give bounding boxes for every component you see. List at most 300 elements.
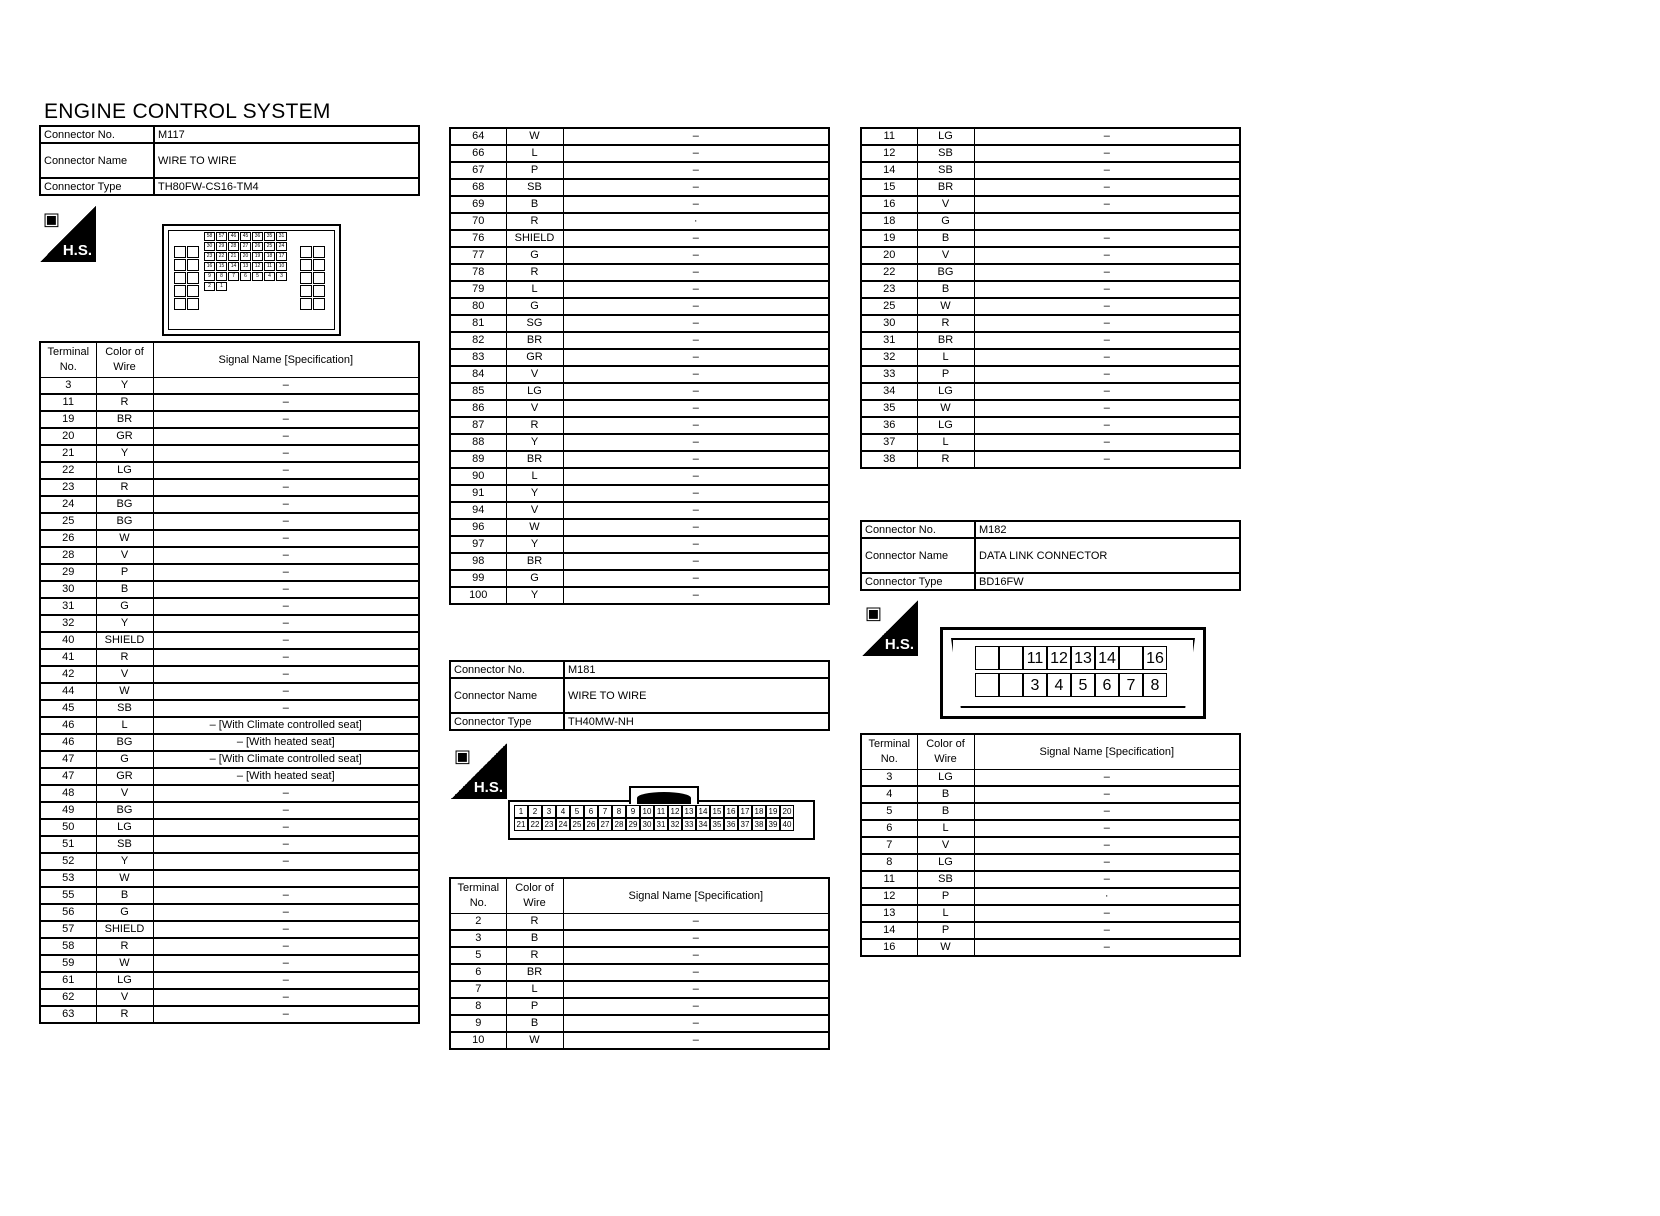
pin: 5 [252, 272, 263, 281]
table-row [450, 434, 829, 451]
table-row [40, 870, 419, 887]
wire-color-cell: L [506, 468, 563, 485]
signal-name-cell: – [563, 434, 829, 451]
table-row [450, 264, 829, 281]
pin: 12 [252, 262, 263, 271]
pin: 25 [570, 818, 584, 831]
signal-name-cell: – [563, 947, 829, 964]
wire-color-cell: R [917, 451, 974, 468]
wire-color-cell: SB [917, 871, 974, 888]
signal-name-cell: – [974, 128, 1240, 145]
pin: 12 [1047, 646, 1071, 670]
table-row [861, 145, 1240, 162]
table-row [450, 981, 829, 998]
table-row [40, 751, 419, 768]
signal-name-cell: – [153, 836, 419, 853]
wire-color-cell: V [96, 666, 153, 683]
terminal-table-m117-cont [449, 127, 830, 605]
pin: 33 [682, 818, 696, 831]
terminal-no-cell: 4 [861, 786, 917, 803]
signal-name-cell: – [153, 819, 419, 836]
signal-name-cell: – [974, 145, 1240, 162]
table-row [40, 632, 419, 649]
pin: 17 [276, 252, 287, 261]
connector-name-label: Connector Name [450, 678, 564, 713]
table-row [861, 922, 1240, 939]
signal-name-cell: – [563, 281, 829, 298]
terminal-no-cell: 66 [450, 145, 506, 162]
wire-color-cell: L [506, 981, 563, 998]
wire-color-cell: G [506, 298, 563, 315]
signal-name-cell: – [974, 820, 1240, 837]
signal-name-cell: – [153, 462, 419, 479]
pin: 29 [626, 818, 640, 831]
terminal-no-cell: 7 [450, 981, 506, 998]
wire-color-cell: Y [506, 587, 563, 604]
wire-color-cell: B [506, 196, 563, 213]
table-row [861, 451, 1240, 468]
hs-badge [862, 600, 918, 656]
terminal-no-cell: 38 [861, 451, 917, 468]
terminal-no-cell: 45 [40, 700, 96, 717]
table-row [40, 717, 419, 734]
table-row [861, 871, 1240, 888]
table-row [40, 496, 419, 513]
signal-name-cell: – [974, 854, 1240, 871]
table-row [40, 955, 419, 972]
pin: 14 [228, 262, 239, 271]
table-row [40, 513, 419, 530]
terminal-no-cell: 25 [40, 513, 96, 530]
wire-color-cell: G [917, 213, 974, 230]
signal-name-cell: – [563, 417, 829, 434]
pin: 31 [654, 818, 668, 831]
pin: 16 [204, 262, 215, 271]
wire-color-cell: LG [917, 417, 974, 434]
wire-color-cell: BG [96, 802, 153, 819]
pin: 4 [264, 272, 275, 281]
pin: 31 [276, 232, 287, 241]
table-row [861, 179, 1240, 196]
wire-color-cell: W [96, 870, 153, 887]
wire-color-cell: SB [96, 836, 153, 853]
terminal-no-cell: 10 [450, 1032, 506, 1049]
wire-color-cell: R [96, 1006, 153, 1023]
terminal-no-cell: 6 [861, 820, 917, 837]
signal-name-cell: – [974, 837, 1240, 854]
pin: 18 [752, 805, 766, 818]
terminal-no-header: Terminal No. [450, 878, 506, 914]
table-row [450, 947, 829, 964]
terminal-no-cell: 80 [450, 298, 506, 315]
wire-color-cell: GR [96, 428, 153, 445]
terminal-no-cell: 94 [450, 502, 506, 519]
signal-name-cell: – [563, 930, 829, 947]
table-row [861, 213, 1240, 230]
signal-name-cell: – [974, 366, 1240, 383]
pin: 36 [252, 232, 263, 241]
wire-color-cell: B [917, 786, 974, 803]
wire-color-cell: LG [96, 972, 153, 989]
terminal-no-cell: 97 [450, 536, 506, 553]
wire-color-cell: BG [917, 264, 974, 281]
table-row [450, 570, 829, 587]
wire-color-cell: W [96, 530, 153, 547]
table-row [40, 734, 419, 751]
wire-color-cell: P [506, 998, 563, 1015]
terminal-no-cell: 7 [861, 837, 917, 854]
pin: 17 [738, 805, 752, 818]
signal-name-cell: – [153, 564, 419, 581]
wire-color-cell: L [506, 281, 563, 298]
terminal-no-cell: 28 [40, 547, 96, 564]
wire-color-cell: P [917, 888, 974, 905]
pin: 39 [766, 818, 780, 831]
terminal-no-cell: 78 [450, 264, 506, 281]
connector-info-m117 [39, 125, 420, 196]
signal-name-cell: – [974, 803, 1240, 820]
terminal-no-cell: 84 [450, 366, 506, 383]
table-row [450, 298, 829, 315]
terminal-no-cell: 23 [861, 281, 917, 298]
pin: 27 [598, 818, 612, 831]
terminal-no-cell: 53 [40, 870, 96, 887]
wire-color-cell: L [917, 434, 974, 451]
terminal-no-cell: 55 [40, 887, 96, 904]
connector-name-value: DATA LINK CONNECTOR [975, 538, 1240, 573]
table-row [450, 230, 829, 247]
terminal-no-cell: 82 [450, 332, 506, 349]
pin-grid-right [300, 246, 325, 310]
table-row [450, 502, 829, 519]
table-row [40, 921, 419, 938]
pin: 2 [528, 805, 542, 818]
wire-color-cell: LG [917, 383, 974, 400]
table-row [40, 972, 419, 989]
signal-name-cell: – [974, 871, 1240, 888]
table-row [861, 349, 1240, 366]
wire-color-cell: R [506, 914, 563, 931]
signal-name-cell: – [153, 445, 419, 462]
wire-color-cell: B [96, 887, 153, 904]
wire-color-cell: BR [506, 964, 563, 981]
pin: 5 [1071, 673, 1095, 697]
color-header: Color of Wire [96, 342, 153, 378]
terminal-no-cell: 31 [861, 332, 917, 349]
wire-color-cell: W [506, 519, 563, 536]
pin: 11 [654, 805, 668, 818]
wire-color-cell: P [96, 564, 153, 581]
pin: 3 [1023, 673, 1047, 697]
table-row [450, 196, 829, 213]
signal-name-cell: – [974, 349, 1240, 366]
signal-name-cell: – [153, 632, 419, 649]
table-row [450, 162, 829, 179]
signal-name-cell: – [563, 914, 829, 931]
table-row [861, 820, 1240, 837]
connector-diagram-m117 [162, 224, 341, 336]
table-row [861, 770, 1240, 787]
wire-color-cell: V [96, 989, 153, 1006]
terminal-no-cell: 25 [861, 298, 917, 315]
table-row [450, 281, 829, 298]
signal-header: Signal Name [Specification] [563, 878, 829, 914]
pin: 40 [780, 818, 794, 831]
signal-name-cell: – [153, 598, 419, 615]
connector-info-m182 [860, 520, 1241, 591]
wire-color-cell: Y [506, 434, 563, 451]
signal-name-cell: – [974, 196, 1240, 213]
terminal-no-cell: 19 [40, 411, 96, 428]
signal-name-cell: – [563, 366, 829, 383]
wire-color-cell: Y [96, 378, 153, 395]
signal-name-cell: – [153, 887, 419, 904]
signal-name-cell: – [563, 349, 829, 366]
table-row [40, 683, 419, 700]
wire-color-cell: BG [96, 513, 153, 530]
table-row [861, 786, 1240, 803]
pin: 21 [228, 252, 239, 261]
pin [999, 673, 1023, 697]
pin: 22 [528, 818, 542, 831]
terminal-no-cell: 89 [450, 451, 506, 468]
terminal-table-m182 [860, 733, 1241, 957]
wire-color-cell: R [96, 394, 153, 411]
signal-name-cell: – [974, 905, 1240, 922]
signal-header: Signal Name [Specification] [974, 734, 1240, 770]
pin: 25 [264, 242, 275, 251]
table-row [450, 128, 829, 145]
wire-color-cell: G [506, 570, 563, 587]
table-row [40, 411, 419, 428]
table-row [40, 768, 419, 785]
terminal-no-cell: 19 [861, 230, 917, 247]
table-row [40, 904, 419, 921]
wire-color-cell: G [96, 598, 153, 615]
table-row [450, 179, 829, 196]
terminal-no-cell: 85 [450, 383, 506, 400]
wire-color-cell: Y [96, 615, 153, 632]
hs-badge [40, 206, 96, 262]
terminal-no-cell: 61 [40, 972, 96, 989]
table-row [861, 434, 1240, 451]
terminal-no-cell: 99 [450, 570, 506, 587]
wire-color-cell: B [917, 230, 974, 247]
pin: 9 [204, 272, 215, 281]
wire-color-cell: L [917, 905, 974, 922]
terminal-no-cell: 48 [40, 785, 96, 802]
signal-name-cell: – [563, 451, 829, 468]
terminal-no-cell: 29 [40, 564, 96, 581]
terminal-no-cell: 98 [450, 553, 506, 570]
pin: 23 [542, 818, 556, 831]
wire-color-cell: W [917, 298, 974, 315]
signal-name-cell: – [563, 570, 829, 587]
table-row [40, 445, 419, 462]
pin [999, 646, 1023, 670]
table-row [40, 938, 419, 955]
wire-color-cell: V [506, 502, 563, 519]
table-row [861, 162, 1240, 179]
pin: 3 [276, 272, 287, 281]
terminal-no-cell: 21 [40, 445, 96, 462]
pin: 37 [738, 818, 752, 831]
terminal-no-cell: 11 [40, 394, 96, 411]
terminal-no-cell: 83 [450, 349, 506, 366]
pin: 18 [264, 252, 275, 261]
pin: 3 [542, 805, 556, 818]
pin: 27 [240, 242, 251, 251]
signal-name-cell: – [563, 196, 829, 213]
wire-color-cell: SB [96, 700, 153, 717]
wire-color-cell: V [506, 366, 563, 383]
connector-no-value: M181 [564, 661, 829, 678]
wire-color-cell: W [506, 128, 563, 145]
signal-name-cell: – [With heated seat] [153, 734, 419, 751]
signal-name-cell: – [563, 128, 829, 145]
table-row [450, 315, 829, 332]
pin: 15 [216, 262, 227, 271]
harness-connector-icon: ▣ [43, 209, 61, 229]
signal-name-cell: – [974, 417, 1240, 434]
table-row [40, 394, 419, 411]
pin: 1 [216, 282, 227, 291]
table-row [861, 230, 1240, 247]
terminal-no-cell: 86 [450, 400, 506, 417]
table-row [450, 349, 829, 366]
table-row [40, 378, 419, 395]
terminal-no-cell: 37 [861, 434, 917, 451]
signal-name-cell: – [153, 496, 419, 513]
terminal-no-cell: 9 [450, 1015, 506, 1032]
signal-name-cell: – [974, 264, 1240, 281]
wire-color-cell: W [96, 683, 153, 700]
signal-name-cell: – [563, 264, 829, 281]
table-row [40, 989, 419, 1006]
table-row [450, 332, 829, 349]
pin: 24 [276, 242, 287, 251]
wire-color-cell: SG [506, 315, 563, 332]
table-row [450, 213, 829, 230]
terminal-no-cell: 14 [861, 162, 917, 179]
signal-name-cell: – [563, 400, 829, 417]
pin: 7 [1119, 673, 1143, 697]
signal-name-cell: – [974, 451, 1240, 468]
terminal-no-cell: 32 [40, 615, 96, 632]
pin: 4 [1047, 673, 1071, 697]
table-row [861, 128, 1240, 145]
table-row [450, 247, 829, 264]
signal-name-cell: – [974, 179, 1240, 196]
signal-name-cell: – [153, 972, 419, 989]
terminal-table-m181 [449, 877, 830, 1050]
wire-color-cell: W [506, 1032, 563, 1049]
table-row [40, 836, 419, 853]
signal-name-cell: – [563, 332, 829, 349]
signal-name-cell: – [563, 998, 829, 1015]
table-row [861, 315, 1240, 332]
signal-name-cell: · [974, 888, 1240, 905]
harness-connector-icon: ▣ [454, 746, 472, 766]
pin: 58 [204, 232, 215, 241]
connector-type-value: TH40MW-NH [564, 713, 829, 730]
wire-color-cell: B [506, 930, 563, 947]
signal-name-cell: – [974, 281, 1240, 298]
hs-label: H.S. [884, 636, 914, 653]
pin-grid [975, 646, 1167, 697]
signal-name-cell: – [153, 904, 419, 921]
wire-color-cell: BR [506, 451, 563, 468]
table-row [40, 785, 419, 802]
signal-name-cell: – [With Climate controlled seat] [153, 751, 419, 768]
signal-name-cell: – [974, 400, 1240, 417]
wire-color-cell: LG [917, 770, 974, 787]
terminal-no-cell: 69 [450, 196, 506, 213]
signal-name-cell: – [With heated seat] [153, 768, 419, 785]
signal-name-cell: – [153, 938, 419, 955]
signal-name-cell: – [563, 519, 829, 536]
connector-type-value: TH80FW-CS16-TM4 [154, 178, 419, 195]
pin: 30 [204, 242, 215, 251]
wire-color-cell: SHIELD [96, 632, 153, 649]
terminal-no-cell: 12 [861, 888, 917, 905]
table-row [861, 298, 1240, 315]
signal-name-cell: – [153, 1006, 419, 1023]
signal-name-cell: – [563, 502, 829, 519]
pin: 12 [668, 805, 682, 818]
terminal-no-cell: 46 [40, 717, 96, 734]
pin: 16 [1143, 646, 1167, 670]
connector-no-value: M117 [154, 126, 419, 143]
terminal-no-cell: 63 [40, 1006, 96, 1023]
connector-type-label: Connector Type [450, 713, 564, 730]
signal-name-cell: – [974, 434, 1240, 451]
signal-name-cell: – [563, 485, 829, 502]
pin: 8 [216, 272, 227, 281]
pin: 30 [640, 818, 654, 831]
signal-name-cell: – [563, 145, 829, 162]
signal-name-cell: – [153, 666, 419, 683]
wire-color-cell: R [917, 315, 974, 332]
terminal-no-cell: 5 [861, 803, 917, 820]
wire-color-cell: W [96, 955, 153, 972]
pin: 13 [240, 262, 251, 271]
pin: 19 [766, 805, 780, 818]
table-row [40, 666, 419, 683]
wire-color-cell: P [917, 366, 974, 383]
pin: 21 [514, 818, 528, 831]
table-row [450, 400, 829, 417]
terminal-no-cell: 6 [450, 964, 506, 981]
wire-color-cell: G [96, 904, 153, 921]
table-row [40, 462, 419, 479]
signal-name-cell: – [974, 770, 1240, 787]
signal-name-cell: – [563, 230, 829, 247]
pin [975, 646, 999, 670]
terminal-no-cell: 70 [450, 213, 506, 230]
connector-no-label: Connector No. [450, 661, 564, 678]
terminal-no-cell: 87 [450, 417, 506, 434]
terminal-no-cell: 32 [861, 349, 917, 366]
table-row [450, 519, 829, 536]
signal-name-cell: – [563, 179, 829, 196]
pin: 10 [640, 805, 654, 818]
table-row [861, 837, 1240, 854]
table-row [861, 264, 1240, 281]
terminal-no-cell: 16 [861, 939, 917, 956]
table-row [450, 417, 829, 434]
pin-grid [204, 232, 287, 291]
